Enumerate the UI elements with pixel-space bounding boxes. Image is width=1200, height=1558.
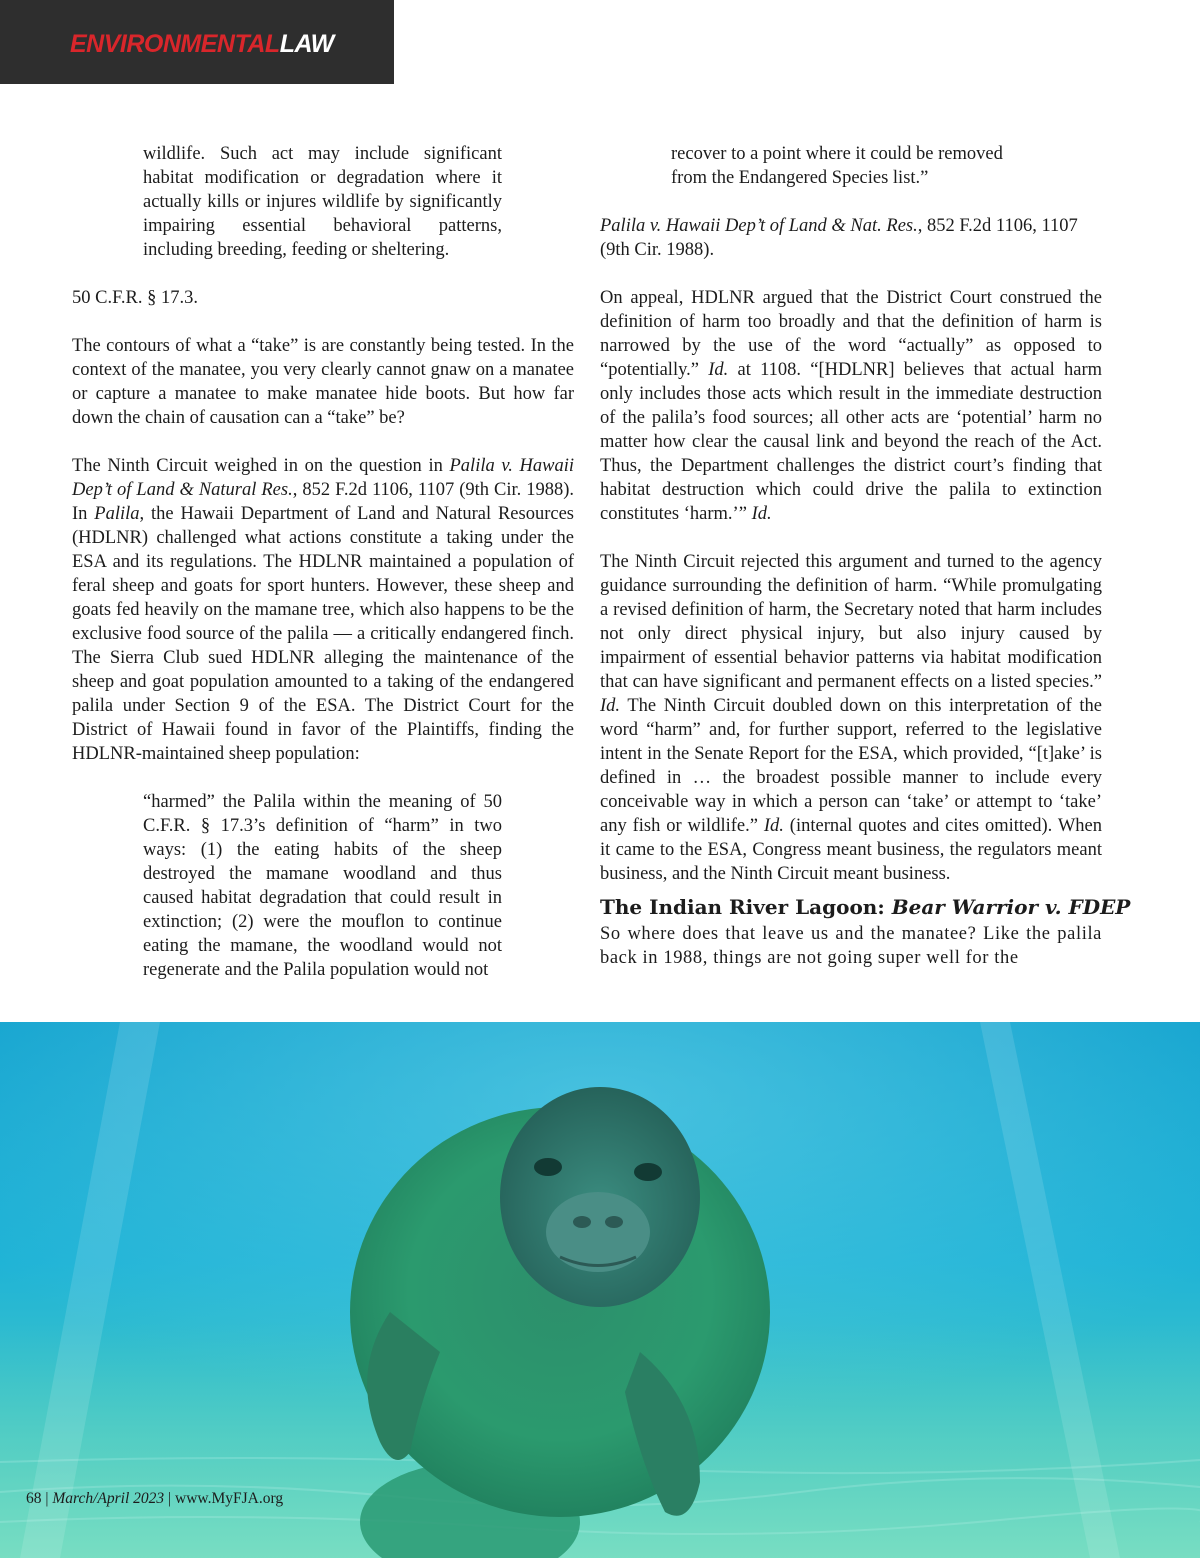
manatee-illustration (0, 1022, 1200, 1558)
paragraph-take-contours: The contours of what a “take” is are constantly being tested. In the context of the manatee, you very clearly cannot gnaw on a manatee or capture a manatee to make manatee hide boots. But how far down the chain of causation can a “take” be? (72, 336, 574, 428)
case-name-short: Palila (94, 504, 140, 524)
block-quote-end (600, 142, 1102, 190)
id-cite: Id. (763, 816, 784, 836)
right-column (600, 142, 1131, 970)
block-quote-continued: wildlife. Such act may include significant habitat modification or degradation where it actually kills or injures wildlife by significantly impairing essential behavioral patterns, including breeding, feeding or sheltering. (143, 144, 502, 260)
quote-line: from the Endangered Species list.” (671, 168, 929, 188)
text-run: , 852 F.2d 1106, 1107 (9th Cir. 1988). In (72, 480, 574, 524)
section-header (0, 0, 394, 84)
website-link[interactable]: www.MyFJA.org (175, 1490, 284, 1507)
case-name: Palila v. Hawaii Dep’t of Land & Nat. Res. (600, 216, 918, 236)
subheading-italic: Bear Warrior v. FDEP (891, 895, 1131, 919)
text-run: at 1108. “[HDLNR] believes that actual harm only includes those acts which result in the immediate destruction of the palila’s food sources; all other acts are ‘potential’ harm no matter how clear the causal link and beyond the reach of the Act. Thus, the Department challenges the district court’s finding that habitat destruction which could drive the palila to extinction constitutes ‘harm.’” (600, 360, 1103, 524)
id-cite: Id. (751, 504, 772, 524)
case-name: Palila v. Hawaii Dep’t of Land & Natural Res. (72, 456, 574, 500)
issue-date: March/April 2023 (52, 1490, 165, 1507)
section-title-red: ENVIRONMENTAL (70, 30, 280, 58)
text-run: The Ninth Circuit doubled down on this interpretation of the word “harm” and, for further support, referred to the legislative intent in the Senate Report for the ESA, which provided, “[t]ake’ is defined in … the broadest possible manner to include every conceivable way in which a person can ‘take’ or attempt to ‘take’ any fish or wildlife.” (600, 696, 1102, 836)
text-run: , 852 F.2d 1106, 1107 (9th Cir. 1988). (600, 216, 1078, 260)
id-cite: Id. (600, 696, 621, 716)
page-footer (26, 1490, 283, 1508)
text-run: On appeal, HDLNR argued that the District Court construed the definition of harm too broadly and that the definition of harm is narrowed by the use of the word “actually” as opposed to “potentially.” (600, 288, 1102, 380)
separator: | (164, 1490, 176, 1507)
page-number: 68 (26, 1490, 42, 1507)
text-run: (internal quotes and cites omitted). When it came to the ESA, Congress meant business, the regulators meant business, and the Ninth Circuit meant business. (600, 816, 1102, 884)
id-cite: Id. (708, 360, 729, 380)
quote-line: recover to a point where it could be removed (671, 144, 1003, 164)
section-title (70, 29, 334, 59)
section-subheading (600, 892, 1131, 922)
block-quote-harmed: “harmed” the Palila within the meaning of 50 C.F.R. § 17.3’s definition of “harm” in two ways: (1) the eating habits of the sheep destroyed the mamane woodland and thus caused habitat degradation that could result in extinction; (2) were the mouflon to continue eating the mamane, the woodland would not regenerate and the Palila population would not (143, 792, 502, 980)
subheading-plain: The Indian River Lagoon: (600, 895, 892, 919)
paragraph-on-appeal (600, 286, 1102, 526)
section-title-white: LAW (279, 30, 334, 58)
text-run: , the Hawaii Department of Land and Natural Resources (HDLNR) challenged what actions constitute a taking under the ESA and its regulations. The HDLNR maintained a population of feral sheep and goats for sport hunters. However, these sheep and goats fed heavily on the mamane tree, which also happens to be the exclusive food source of the palila — a critically endangered finch. The Sierra Club sued HDLNR alleging the maintenance of the sheep and goat population amounted to a taking of the endangered palila under Section 9 of the ESA. The District Court for the District of Hawaii found in favor of the Plaintiffs, finding the HDLNR-maintained sheep population: (72, 504, 574, 764)
left-column (72, 142, 574, 982)
text-run: The Ninth Circuit weighed in on the question in (72, 456, 450, 476)
regulation-citation: 50 C.F.R. § 17.3. (72, 288, 198, 308)
text-run: The Ninth Circuit rejected this argument and turned to the agency guidance surrounding the definition of harm. “While promulgating a revised definition of harm, the Secretary noted that harm includes not only direct physical injury, but also injury caused by impairment of essential behavior patterns via habitat modification that can have significant and permanent effects on a listed species.” (600, 552, 1102, 692)
manatee-photo (0, 1022, 1200, 1558)
separator: | (41, 1490, 53, 1507)
paragraph-rejected-argument (600, 550, 1102, 886)
paragraph-indian-river: So where does that leave us and the manatee? Like the palila back in 1988, things are not going super well for the (600, 924, 1102, 968)
case-citation (600, 214, 1102, 262)
paragraph-ninth-circuit (72, 454, 574, 766)
